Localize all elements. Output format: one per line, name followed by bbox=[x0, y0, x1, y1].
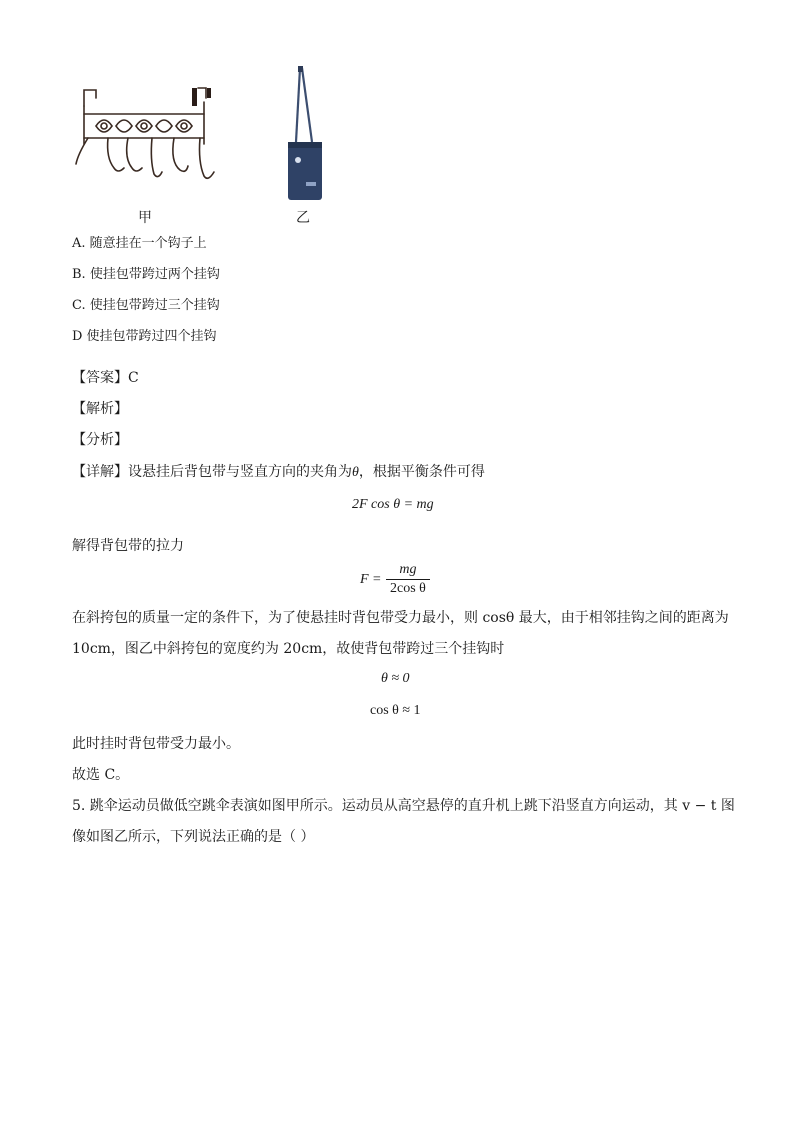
detail-text-2: ，根据平衡条件可得 bbox=[358, 464, 485, 480]
answer-value: C bbox=[128, 370, 139, 386]
question-5-line-1: 5. 跳伞运动员做低空跳伞表演如图甲所示。运动员从高空悬停的直升机上跳下沿竖直方向运动，其 v − t 图 bbox=[72, 798, 735, 814]
answer-tag: 【答案】 bbox=[72, 370, 128, 386]
choose-text: 故选 C。 bbox=[72, 767, 130, 783]
option-d: D 使挂包带跨过四个挂钩 bbox=[72, 329, 217, 344]
coat-hook-rack-figure bbox=[70, 84, 220, 188]
answer-line bbox=[72, 369, 139, 387]
fenxi-tag: 【分析】 bbox=[72, 432, 128, 448]
theta-symbol: θ bbox=[352, 465, 359, 480]
detail-text: 设悬挂后背包带与竖直方向的夹角为 bbox=[128, 464, 352, 480]
fraction-numerator: mg bbox=[399, 562, 417, 577]
crossbody-bag-figure bbox=[280, 64, 330, 204]
figure-caption-yi: 乙 bbox=[296, 210, 310, 226]
detail-tag: 【详解】 bbox=[72, 464, 128, 480]
detail-line bbox=[72, 463, 485, 482]
solve-text: 解得背包带的拉力 bbox=[72, 538, 184, 554]
coat-hook-rack-icon bbox=[76, 88, 214, 178]
analysis-tag: 【解析】 bbox=[72, 401, 128, 417]
equation-force-lhs: F = bbox=[360, 572, 382, 587]
option-a: A. 随意挂在一个钩子上 bbox=[72, 236, 207, 251]
paragraph-line-1: 在斜挎包的质量一定的条件下，为了使悬挂时背包带受力最小，则 cosθ 最大，由于相邻挂钩之间的距离为 bbox=[72, 610, 729, 626]
conclusion-text: 此时挂时背包带受力最小。 bbox=[72, 736, 240, 752]
crossbody-bag-icon bbox=[288, 66, 322, 200]
equation-force-fraction bbox=[386, 562, 430, 597]
equation-balance: 2F cos θ = mg bbox=[352, 497, 434, 512]
figure-caption-jia: 甲 bbox=[138, 210, 152, 226]
question-5-line-2: 像如图乙所示，下列说法正确的是（ ） bbox=[72, 829, 315, 845]
option-c: C. 使挂包带跨过三个挂钩 bbox=[72, 298, 220, 313]
option-b: B. 使挂包带跨过两个挂钩 bbox=[72, 267, 220, 282]
equation-theta-approx: θ ≈ 0 bbox=[381, 671, 410, 686]
fraction-bar bbox=[386, 579, 430, 580]
paragraph-line-2: 10cm，图乙中斜挎包的宽度约为 20cm，故使背包带跨过三个挂钩时 bbox=[72, 641, 505, 657]
equation-cos-approx: cos θ ≈ 1 bbox=[370, 703, 421, 718]
fraction-denominator: 2cos θ bbox=[390, 581, 426, 596]
